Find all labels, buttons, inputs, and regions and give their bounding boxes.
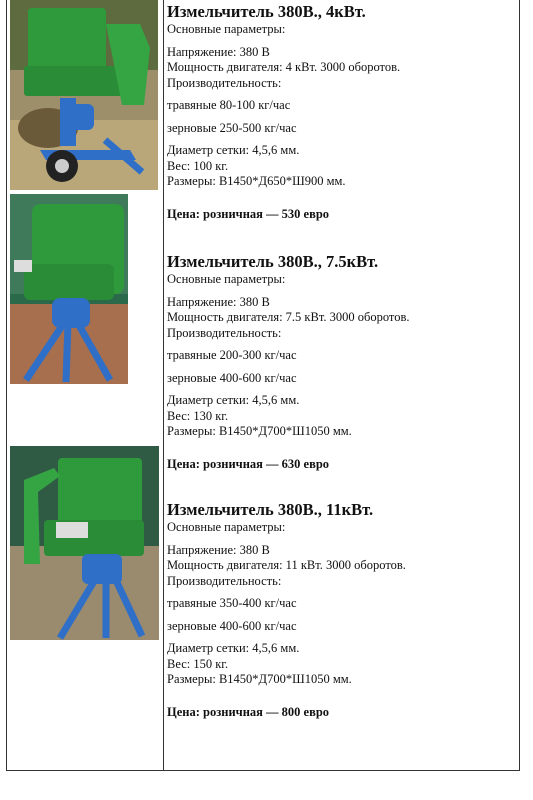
motor-power: Мощность двигателя: 7.5 кВт. 3000 оборотов. (167, 310, 410, 324)
dimensions: Размеры: В1450*Д700*Ш1050 мм. (167, 672, 352, 686)
product-4kw (167, 2, 517, 222)
params-heading: Основные параметры: (167, 272, 286, 286)
product-title: Измельчитель 380В., 4кВт. (167, 2, 366, 21)
dimensions: Размеры: В1450*Д700*Ш1050 мм. (167, 424, 352, 438)
productivity-heading: Производительность: (167, 325, 282, 340)
price: Цена: розничная — 530 евро (167, 206, 330, 221)
motor-power: Мощность двигателя: 11 кВт. 3000 оборотов. (167, 558, 406, 572)
grass-productivity: травяные 80-100 кг/час (167, 98, 291, 112)
grain-productivity: зерновые 400-600 кг/час (167, 618, 297, 633)
mesh-diameter: Диаметр сетки: 4,5,6 мм. (167, 393, 300, 407)
price-sheet (6, 0, 520, 771)
grass-productivity: травяные 350-400 кг/час (167, 596, 297, 610)
product-7-5kw (167, 252, 517, 472)
price: Цена: розничная — 800 евро (167, 704, 330, 719)
voltage: Напряжение: 380 В (167, 44, 270, 59)
weight: Вес: 150 кг. (167, 656, 229, 671)
grass-productivity: травяные 200-300 кг/час (167, 348, 297, 362)
product-title: Измельчитель 380В., 7.5кВт. (167, 252, 379, 271)
productivity-heading: Производительность: (167, 75, 282, 90)
motor-power: Мощность двигателя: 4 кВт. 3000 оборотов. (167, 60, 401, 74)
column-divider (163, 0, 164, 771)
mesh-diameter: Диаметр сетки: 4,5,6 мм. (167, 143, 300, 157)
mesh-diameter: Диаметр сетки: 4,5,6 мм. (167, 641, 300, 655)
product-photo-4kw (10, 0, 158, 190)
grain-productivity: зерновые 250-500 кг/час (167, 120, 297, 135)
productivity-heading: Производительность: (167, 573, 282, 588)
weight: Вес: 100 кг. (167, 158, 229, 173)
params-heading: Основные параметры: (167, 520, 286, 534)
product-11kw (167, 500, 517, 720)
product-title: Измельчитель 380В., 11кВт. (167, 500, 374, 519)
voltage: Напряжение: 380 В (167, 294, 270, 309)
dimensions: Размеры: В1450*Д650*Ш900 мм. (167, 174, 346, 188)
params-heading: Основные параметры: (167, 22, 286, 36)
price: Цена: розничная — 630 евро (167, 456, 330, 471)
voltage: Напряжение: 380 В (167, 542, 270, 557)
product-photo-11kw (10, 446, 159, 640)
product-photo-7-5kw (10, 194, 128, 384)
grain-productivity: зерновые 400-600 кг/час (167, 370, 297, 385)
weight: Вес: 130 кг. (167, 408, 229, 423)
